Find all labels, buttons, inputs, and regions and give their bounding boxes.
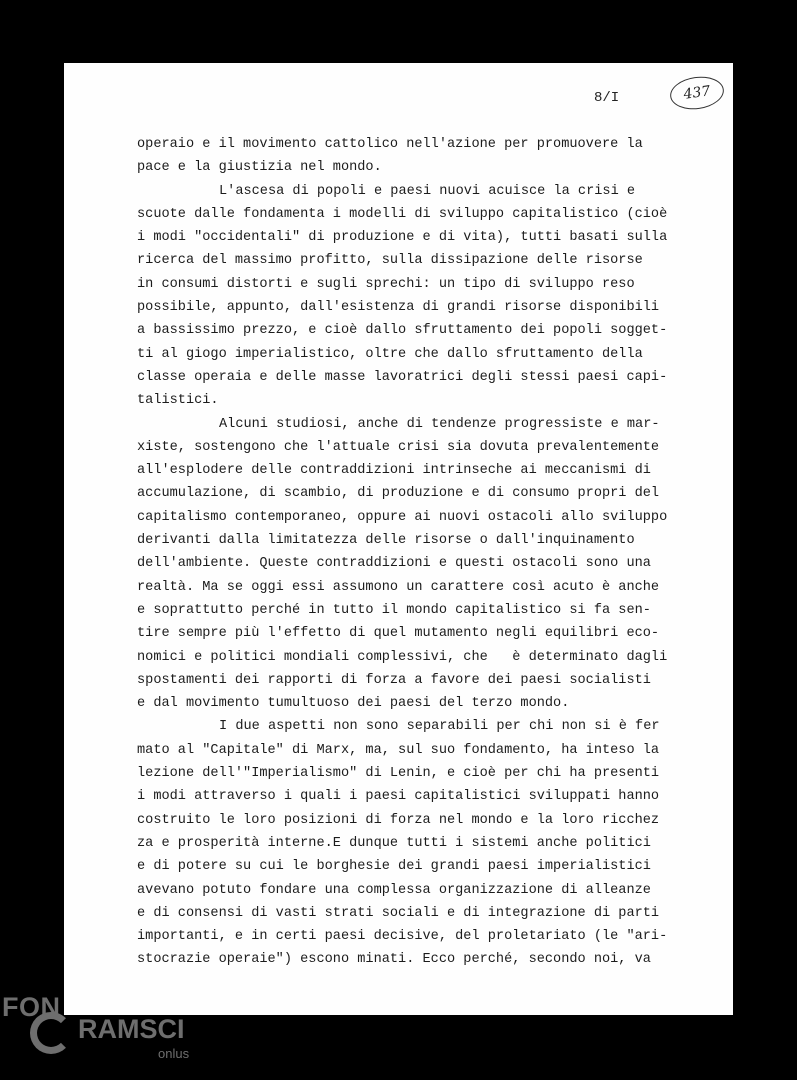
text-line: tire sempre più l'effetto di quel mutamento negli equilibri eco- bbox=[137, 626, 660, 642]
text-line: pace e la giustizia nel mondo. bbox=[137, 160, 382, 176]
text-line: nomici e politici mondiali complessivi, che è determinato dagli bbox=[137, 649, 668, 665]
text-line: capitalismo contemporaneo, oppure ai nuovi ostacoli allo sviluppo bbox=[137, 509, 668, 525]
text-line: lezione dell'"Imperialismo" di Lenin, e cioè per chi ha presenti bbox=[137, 766, 660, 782]
text-line: ti al giogo imperialistico, oltre che dallo sfruttamento della bbox=[137, 346, 643, 362]
text-line: za e prosperità interne.E dunque tutti i sistemi anche politici bbox=[137, 835, 651, 851]
text-line: classe operaia e delle masse lavoratrici degli stessi paesi capi- bbox=[137, 369, 668, 385]
text-line: derivanti dalla limitatezza delle risorse o dall'inquinamento bbox=[137, 533, 635, 549]
text-line: dell'ambiente. Queste contraddizioni e questi ostacoli sono una bbox=[137, 556, 651, 572]
text-line: all'esplodere delle contraddizioni intrinseche ai meccanismi di bbox=[137, 463, 651, 479]
text-line: possibile, appunto, dall'esistenza di grandi risorse disponibili bbox=[137, 300, 660, 316]
text-line: Alcuni studiosi, anche di tendenze progressiste e mar- bbox=[219, 416, 660, 432]
text-line: ricerca del massimo profitto, sulla dissipazione delle risorse bbox=[137, 253, 643, 269]
watermark-text-ramsci: RAMSCI bbox=[78, 1014, 185, 1044]
text-line: e di potere su cui le borghesie dei grandi paesi imperialistici bbox=[137, 859, 651, 875]
text-line: costruito le loro posizioni di forza nel mondo e la loro ricchez bbox=[137, 812, 660, 828]
text-line: xiste, sostengono che l'attuale crisi sia dovuta prevalentemente bbox=[137, 439, 660, 455]
watermark-text-fon: FON bbox=[2, 992, 61, 1022]
text-line: e dal movimento tumultuoso dei paesi del terzo mondo. bbox=[137, 696, 570, 712]
text-line: mato al "Capitale" di Marx, ma, sul suo fondamento, ha inteso la bbox=[137, 742, 660, 758]
text-line: spostamenti dei rapporti di forza a favore dei paesi socialisti bbox=[137, 672, 651, 688]
document-page bbox=[64, 63, 733, 1015]
text-line: accumulazione, di scambio, di produzione e di consumo propri del bbox=[137, 486, 660, 502]
text-line: I due aspetti non sono separabili per chi non si è fer bbox=[219, 719, 660, 735]
text-line: i modi attraverso i quali i paesi capitalistici sviluppati hanno bbox=[137, 789, 660, 805]
text-line: importanti, e in certi paesi decisive, del proletariato (le "ari- bbox=[137, 929, 668, 945]
gramsci-g-icon bbox=[30, 1012, 72, 1054]
text-line: in consumi distorti e sugli sprechi: un tipo di sviluppo reso bbox=[137, 276, 635, 292]
archive-number: 437 bbox=[682, 83, 712, 103]
text-line: i modi "occidentali" di produzione e di vita), tutti basati sulla bbox=[137, 230, 668, 246]
text-line: realtà. Ma se oggi essi assumono un carattere così acuto è anche bbox=[137, 579, 660, 595]
page-number: 8/I bbox=[594, 90, 620, 106]
text-line: scuote dalle fondamenta i modelli di sviluppo capitalistico (cioè bbox=[137, 206, 668, 222]
text-line: operaio e il movimento cattolico nell'azione per promuovere la bbox=[137, 137, 643, 152]
watermark-tagline: onlus bbox=[158, 1046, 190, 1061]
typed-text-body bbox=[137, 133, 697, 972]
text-line: L'ascesa di popoli e paesi nuovi acuisce la crisi e bbox=[219, 183, 636, 199]
archive-number-stamp bbox=[668, 73, 726, 112]
text-line: stocrazie operaie") escono minati. Ecco perché, secondo noi, va bbox=[137, 952, 651, 968]
fondazione-gramsci-watermark bbox=[0, 990, 200, 1070]
text-line: e soprattutto perché in tutto il mondo capitalistico si fa sen- bbox=[137, 602, 651, 618]
text-line: talistici. bbox=[137, 393, 219, 409]
text-line: a bassissimo prezzo, e cioè dallo sfruttamento dei popoli sogget- bbox=[137, 323, 668, 339]
text-line: e di consensi di vasti strati sociali e di integrazione di parti bbox=[137, 905, 660, 921]
text-line: avevano potuto fondare una complessa organizzazione di alleanze bbox=[137, 882, 651, 898]
